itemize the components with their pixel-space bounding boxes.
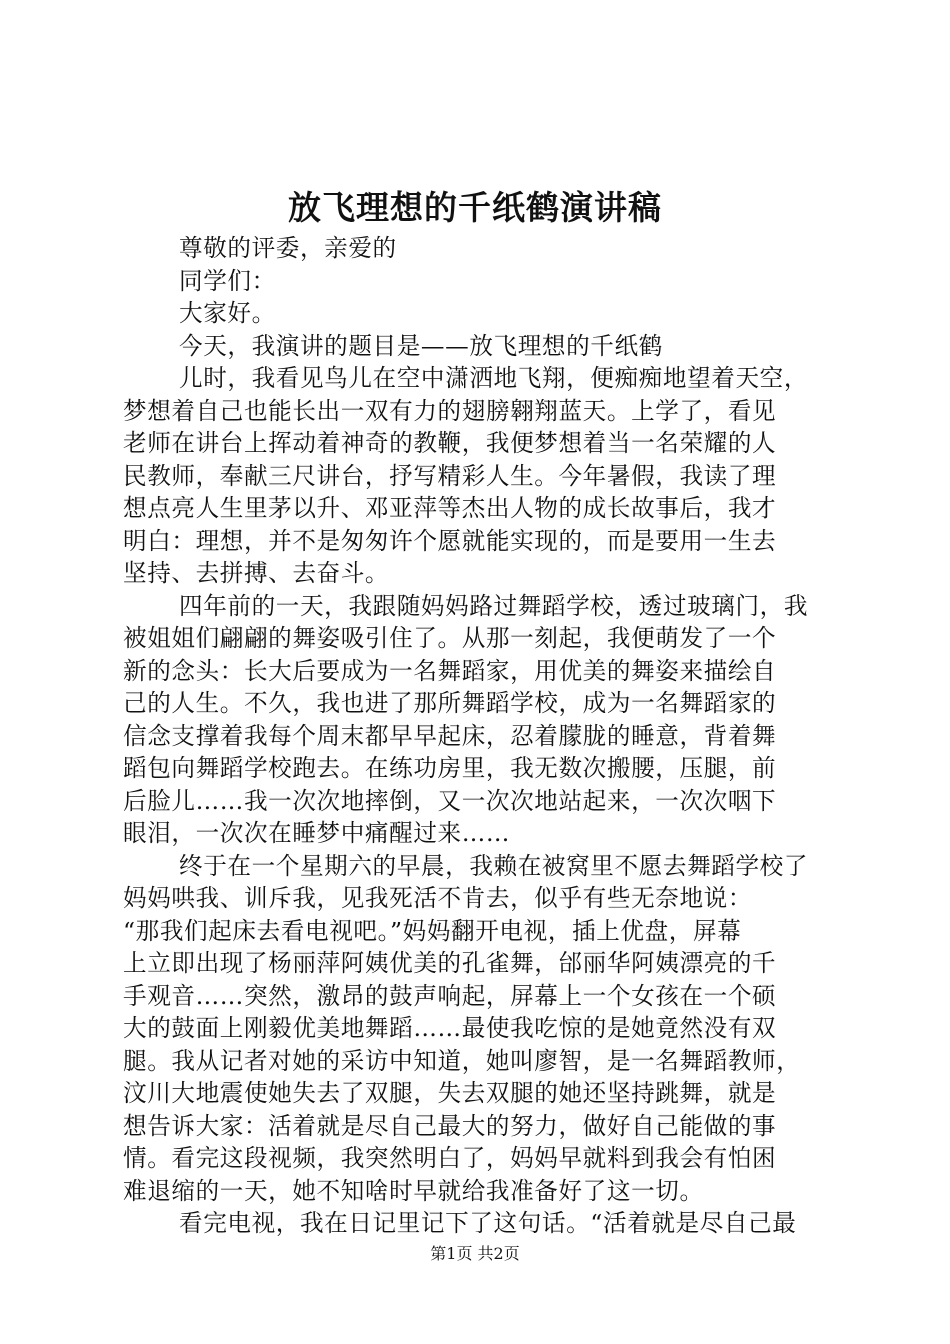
text-line: 被姐姐们翩翩的舞姿吸引住了。从那一刻起，我便萌发了一个	[123, 624, 777, 652]
text-line: 今天，我演讲的题目是——放飞理想的千纸鹤	[179, 331, 663, 360]
text-line: 新的念头：长大后要成为一名舞蹈家，用优美的舞姿来描绘自	[123, 656, 777, 685]
text-line: 手观音……突然，激昂的鼓声响起，屏幕上一个女孩在一个硕	[123, 981, 777, 1010]
text-line: 眼泪，一次次在睡梦中痛醒过来……	[123, 819, 511, 847]
text-line: 民教师，奉献三尺讲台，抒写精彩人生。今年暑假，我读了理	[123, 461, 777, 490]
text-line: 蹈包向舞蹈学校跑去。在练功房里，我无数次搬腰，压腿，前	[123, 754, 777, 782]
document-body	[123, 232, 837, 1240]
text-line: 同学们：	[179, 266, 276, 295]
text-line: 想告诉大家：活着就是尽自己最大的努力，做好自己能做的事	[123, 1111, 777, 1140]
text-line: 腿。我从记者对她的采访中知道，她叫廖智，是一名舞蹈教师，	[123, 1046, 801, 1075]
text-line: 看完电视，我在日记里记下了这句话。“活着就是尽自己最	[179, 1209, 797, 1237]
page-title: 放飞理想的千纸鹤演讲稿	[288, 188, 662, 227]
text-line: 汶川大地震使她失去了双腿，失去双腿的她还坚持跳舞，就是	[123, 1079, 777, 1107]
text-line: 难退缩的一天，她不知啥时早就给我准备好了这一切。	[123, 1176, 704, 1205]
text-line: 尊敬的评委，亲爱的	[179, 234, 397, 262]
text-line: 情。看完这段视频，我突然明白了，妈妈早就料到我会有怕困	[123, 1144, 777, 1172]
text-line: “那我们起床去看电视吧。”妈妈翻开电视，插上优盘，屏幕	[123, 916, 742, 945]
text-line: 儿时，我看见鸟儿在空中潇洒地飞翔，便痴痴地望着天空，	[179, 364, 809, 392]
text-line: 信念支撑着我每个周末都早早起床，忍着朦胧的睡意，背着舞	[123, 721, 777, 750]
text-line: 老师在讲台上挥动着神奇的教鞭，我便梦想着当一名荣耀的人	[123, 429, 777, 457]
text-line: 坚持、去拼搏、去奋斗。	[123, 559, 390, 587]
text-line: 己的人生。不久，我也进了那所舞蹈学校，成为一名舞蹈家的	[123, 689, 777, 717]
text-line: 梦想着自己也能长出一双有力的翅膀翱翔蓝天。上学了，看见	[123, 396, 777, 425]
text-line: 妈妈哄我、训斥我，见我死活不肯去，似乎有些无奈地说：	[123, 884, 753, 912]
text-line: 终于在一个星期六的早晨，我赖在被窝里不愿去舞蹈学校了	[179, 851, 809, 880]
text-line: 四年前的一天，我跟随妈妈路过舞蹈学校，透过玻璃门，我	[179, 591, 809, 620]
page-footer: 第1页 共2页	[430, 1244, 520, 1263]
text-line: 明白：理想，并不是匆匆许个愿就能实现的，而是要用一生去	[123, 526, 777, 555]
text-line: 后脸儿……我一次次地摔倒，又一次次地站起来，一次次咽下	[123, 786, 777, 815]
text-line: 想点亮人生里茅以升、邓亚萍等杰出人物的成长故事后，我才	[123, 494, 777, 522]
text-line: 大的鼓面上刚毅优美地舞蹈……最使我吃惊的是她竟然没有双	[123, 1014, 777, 1042]
text-line: 上立即出现了杨丽萍阿姨优美的孔雀舞，邰丽华阿姨漂亮的千	[123, 949, 777, 977]
text-line: 大家好。	[179, 299, 276, 327]
